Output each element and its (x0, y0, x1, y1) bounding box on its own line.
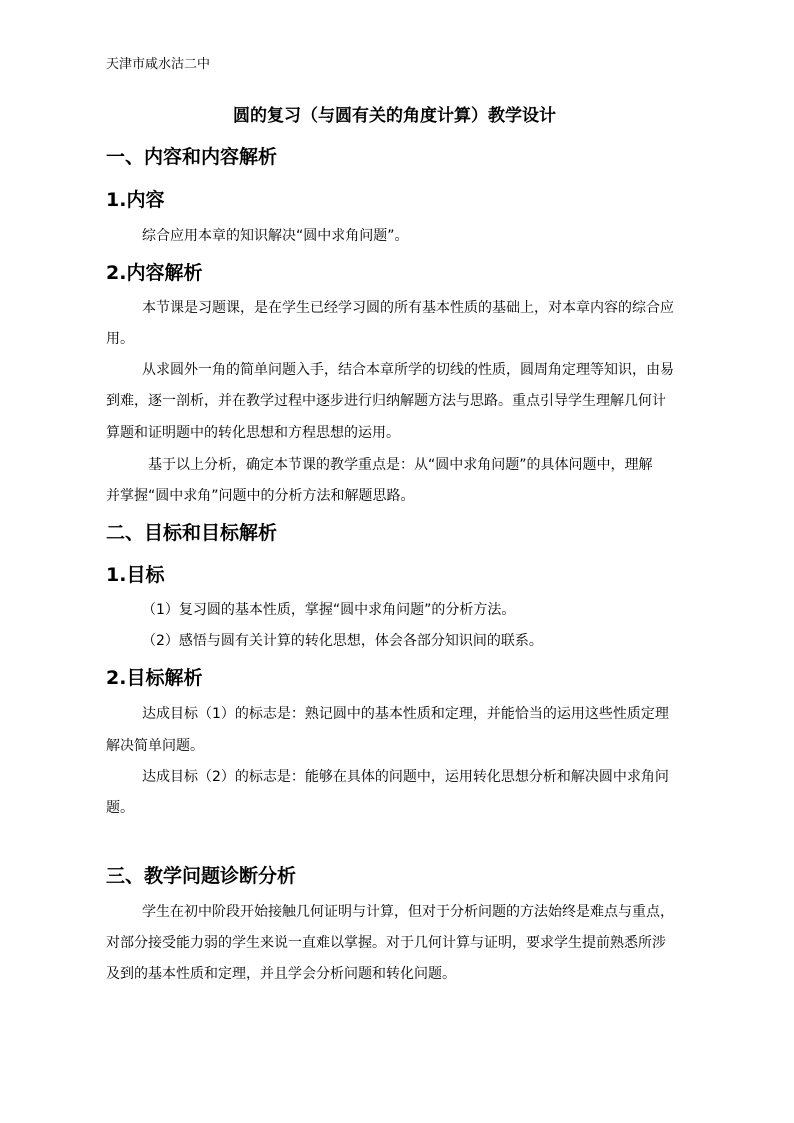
section-1-sub-1-heading: 1.内容 (106, 189, 165, 211)
paragraph-line: 本节课是习题课，是在学生已经学习圆的所有基本性质的基础上，对本章内容的综合应 (142, 300, 674, 316)
paragraph-line: 用。 (106, 331, 134, 347)
goal-item-2: （2）感悟与圆有关计算的转化思想，体会各部分知识间的联系。 (142, 633, 543, 649)
section-2-sub-2-heading: 2.目标解析 (106, 667, 203, 689)
section-2-sub-1-heading: 1.目标 (106, 564, 165, 586)
header-school-name: 天津市咸水沽二中 (106, 57, 211, 72)
paragraph-line: 学生在初中阶段开始接触几何证明与计算，但对于分析问题的方法始终是难点与重点， (142, 904, 674, 920)
paragraph-line: 解决简单问题。 (106, 738, 204, 754)
paragraph-line: 并掌握“圆中求角”问题中的分析方法和解题思路。 (106, 488, 415, 504)
paragraph-line: 题。 (106, 800, 134, 816)
paragraph-line: 到难，逐一剖析，并在教学过程中逐步进行归纳解题方法与思路。重点引导学生理解几何计 (106, 393, 666, 409)
goal-item-1: （1）复习圆的基本性质，掌握“圆中求角问题”的分析方法。 (142, 602, 516, 618)
section-1-heading: 一、内容和内容解析 (106, 146, 278, 168)
paragraph-line: 达成目标（1）的标志是：熟记圆中的基本性质和定理，并能恰当的运用这些性质定理 (142, 706, 669, 722)
section-1-sub-2-heading: 2.内容解析 (106, 262, 203, 284)
paragraph-line: 达成目标（2）的标志是：能够在具体的问题中，运用转化思想分析和解决圆中求角问 (142, 769, 669, 785)
section-3-heading: 三、教学问题诊断分析 (106, 865, 297, 887)
paragraph-line: 对部分接受能力弱的学生来说一直难以掌握。对于几何计算与证明，要求学生提前熟悉所涉 (106, 935, 666, 951)
section-2-heading: 二、目标和目标解析 (106, 522, 278, 544)
paragraph-line: 及到的基本性质和定理，并且学会分析问题和转化问题。 (106, 966, 456, 982)
paragraph-line: 基于以上分析，确定本节课的教学重点是：从“圆中求角问题”的具体问题中，理解 (148, 457, 653, 473)
paragraph-line: 算题和证明题中的转化思想和方程思想的运用。 (106, 425, 400, 441)
paragraph-line: 从求圆外一角的简单问题入手，结合本章所学的切线的性质，圆周角定理等知识，由易 (142, 362, 674, 378)
document-title: 圆的复习（与圆有关的角度计算）教学设计 (233, 106, 556, 126)
section-1-sub-1-paragraph: 综合应用本章的知识解决“圆中求角问题”。 (142, 228, 409, 244)
